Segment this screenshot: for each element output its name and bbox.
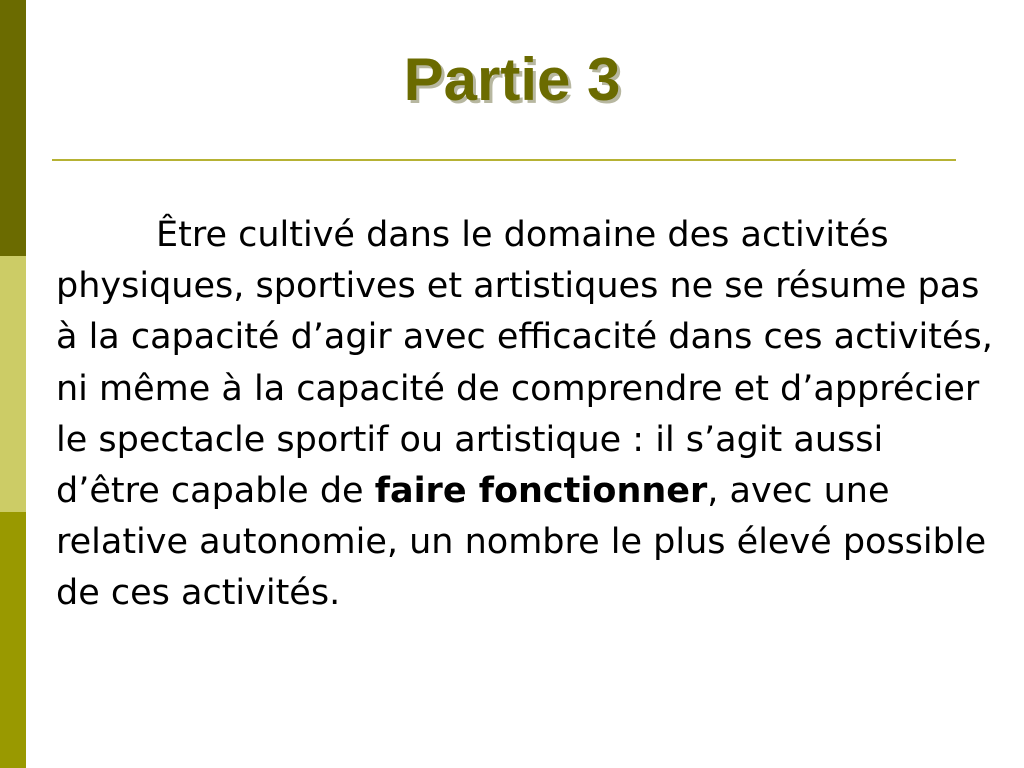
paragraph-text-start: Être cultivé dans le domaine des activités physiques, sportives et artistiques ne se résume pas à la capacité d’agir avec efficacité dans ces activités, ni même à la capacité de comprendre et d’apprécier le spectacle sportif ou artistique : il s’agit aussi d’être capable de — [56, 215, 993, 512]
sidebar-band-bottom — [0, 512, 26, 768]
slide-title: Partie 3 — [403, 46, 621, 113]
paragraph-text-end: , avec une relative autonomie, un nombre le plus élevé possible de ces activités. — [56, 471, 987, 614]
paragraph-bold-phrase: faire fonctionner — [374, 471, 708, 512]
title-divider — [52, 159, 956, 161]
sidebar-band-middle — [0, 256, 26, 512]
body-paragraph — [56, 210, 996, 620]
sidebar-band-top — [0, 0, 26, 256]
